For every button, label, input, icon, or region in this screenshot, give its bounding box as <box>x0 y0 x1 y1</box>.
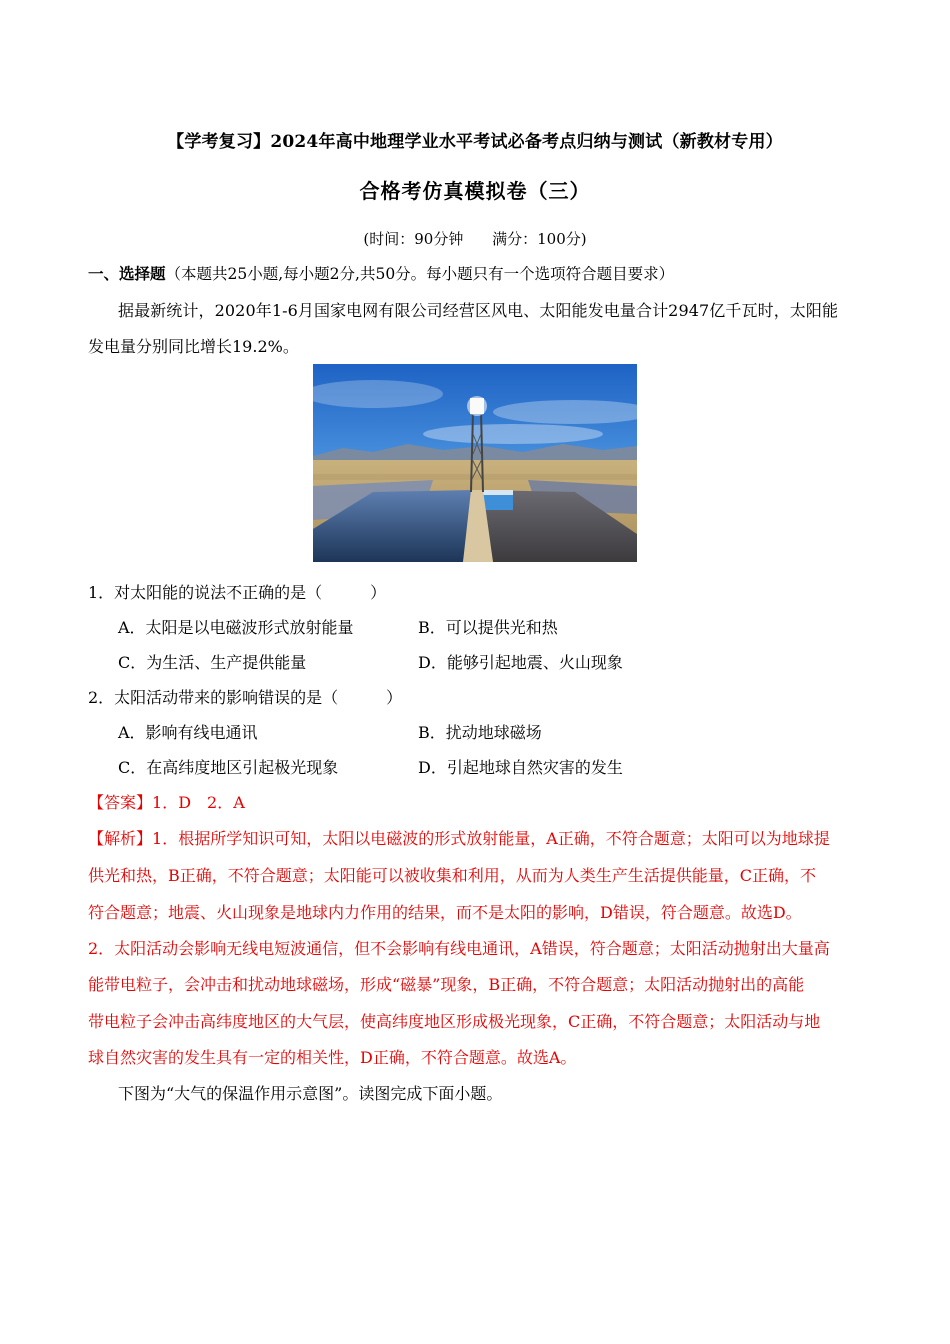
analysis-text: 1．根据所学知识可知，太阳以电磁波的形式放射能量，A正确，不符合题意；太阳可以为地球提 <box>152 829 830 848</box>
question-2-option-c: C．在高纬度地区引起极光现象 <box>118 758 339 777</box>
series-title: 【学考复习】2024年高中地理学业水平考试必备考点归纳与测试（新教材专用） <box>167 132 783 152</box>
analysis-line: 符合题意；地震、火山现象是地球内力作用的结果，而不是太阳的影响，D错误，符合题意。故选D。 <box>88 903 802 922</box>
exam-info <box>0 228 950 249</box>
answer-line <box>88 790 245 813</box>
question-2-option-a: A．影响有线电通讯 <box>118 723 258 742</box>
paper-title: 合格考仿真模拟卷（三） <box>359 179 591 203</box>
answer-label: 【答案】 <box>88 793 153 812</box>
section-instructions: （本题共25小题,每小题2分,共50分。每小题只有一个选项符合题目要求） <box>165 265 675 283</box>
question-2-option-d: D．引起地球自然灾害的发生 <box>418 758 623 777</box>
exam-score: 满分：100分) <box>492 230 587 248</box>
analysis-line: 2．太阳活动会影响无线电短波通信，但不会影响有线电通讯，A错误，符合题意；太阳活动抛射出大量高 <box>88 939 830 958</box>
question-1-stem: 1．对太阳能的说法不正确的是（ ） <box>88 583 387 602</box>
passage-line: 据最新统计，2020年1-6月国家电网有限公司经营区风电、太阳能发电量合计2947亿千瓦时，太阳能 <box>118 301 839 320</box>
question-2-stem: 2．太阳活动带来的影响错误的是（ ） <box>88 688 403 707</box>
solar-power-tower-photo <box>313 364 637 562</box>
question-1-option-d: D．能够引起地震、火山现象 <box>418 653 623 672</box>
passage-line: 发电量分别同比增长19.2%。 <box>88 337 299 356</box>
question-1-option-c: C．为生活、生产提供能量 <box>118 653 307 672</box>
analysis-label: 【解析】 <box>88 829 153 848</box>
question-2-option-b: B．扰动地球磁场 <box>418 723 542 742</box>
question-1-option-b: B．可以提供光和热 <box>418 618 558 637</box>
section-heading <box>88 262 674 284</box>
question-1-option-a: A．太阳是以电磁波形式放射能量 <box>118 618 354 637</box>
passage-2: 下图为“大气的保温作用示意图”。读图完成下面小题。 <box>118 1084 503 1103</box>
analysis-line: 供光和热，B正确，不符合题意；太阳能可以被收集和利用，从而为人类生产生活提供能量，C正确，不 <box>88 866 817 885</box>
analysis-line: 球自然灾害的发生具有一定的相关性，D正确，不符合题意。故选A。 <box>88 1048 577 1067</box>
analysis-line: 带电粒子会冲击高纬度地区的大气层，使高纬度地区形成极光现象，C正确，不符合题意；太阳活动与地 <box>88 1012 821 1031</box>
section-title: 一、选择题 <box>88 264 166 283</box>
analysis-line: 能带电粒子，会冲击和扰动地球磁场，形成“磁暴”现象，B正确，不符合题意；太阳活动抛射出的高能 <box>88 975 805 994</box>
answer-text: 1．D 2．A <box>152 793 245 812</box>
exam-time: (时间：90分钟 <box>363 230 464 248</box>
analysis-line <box>88 826 830 849</box>
